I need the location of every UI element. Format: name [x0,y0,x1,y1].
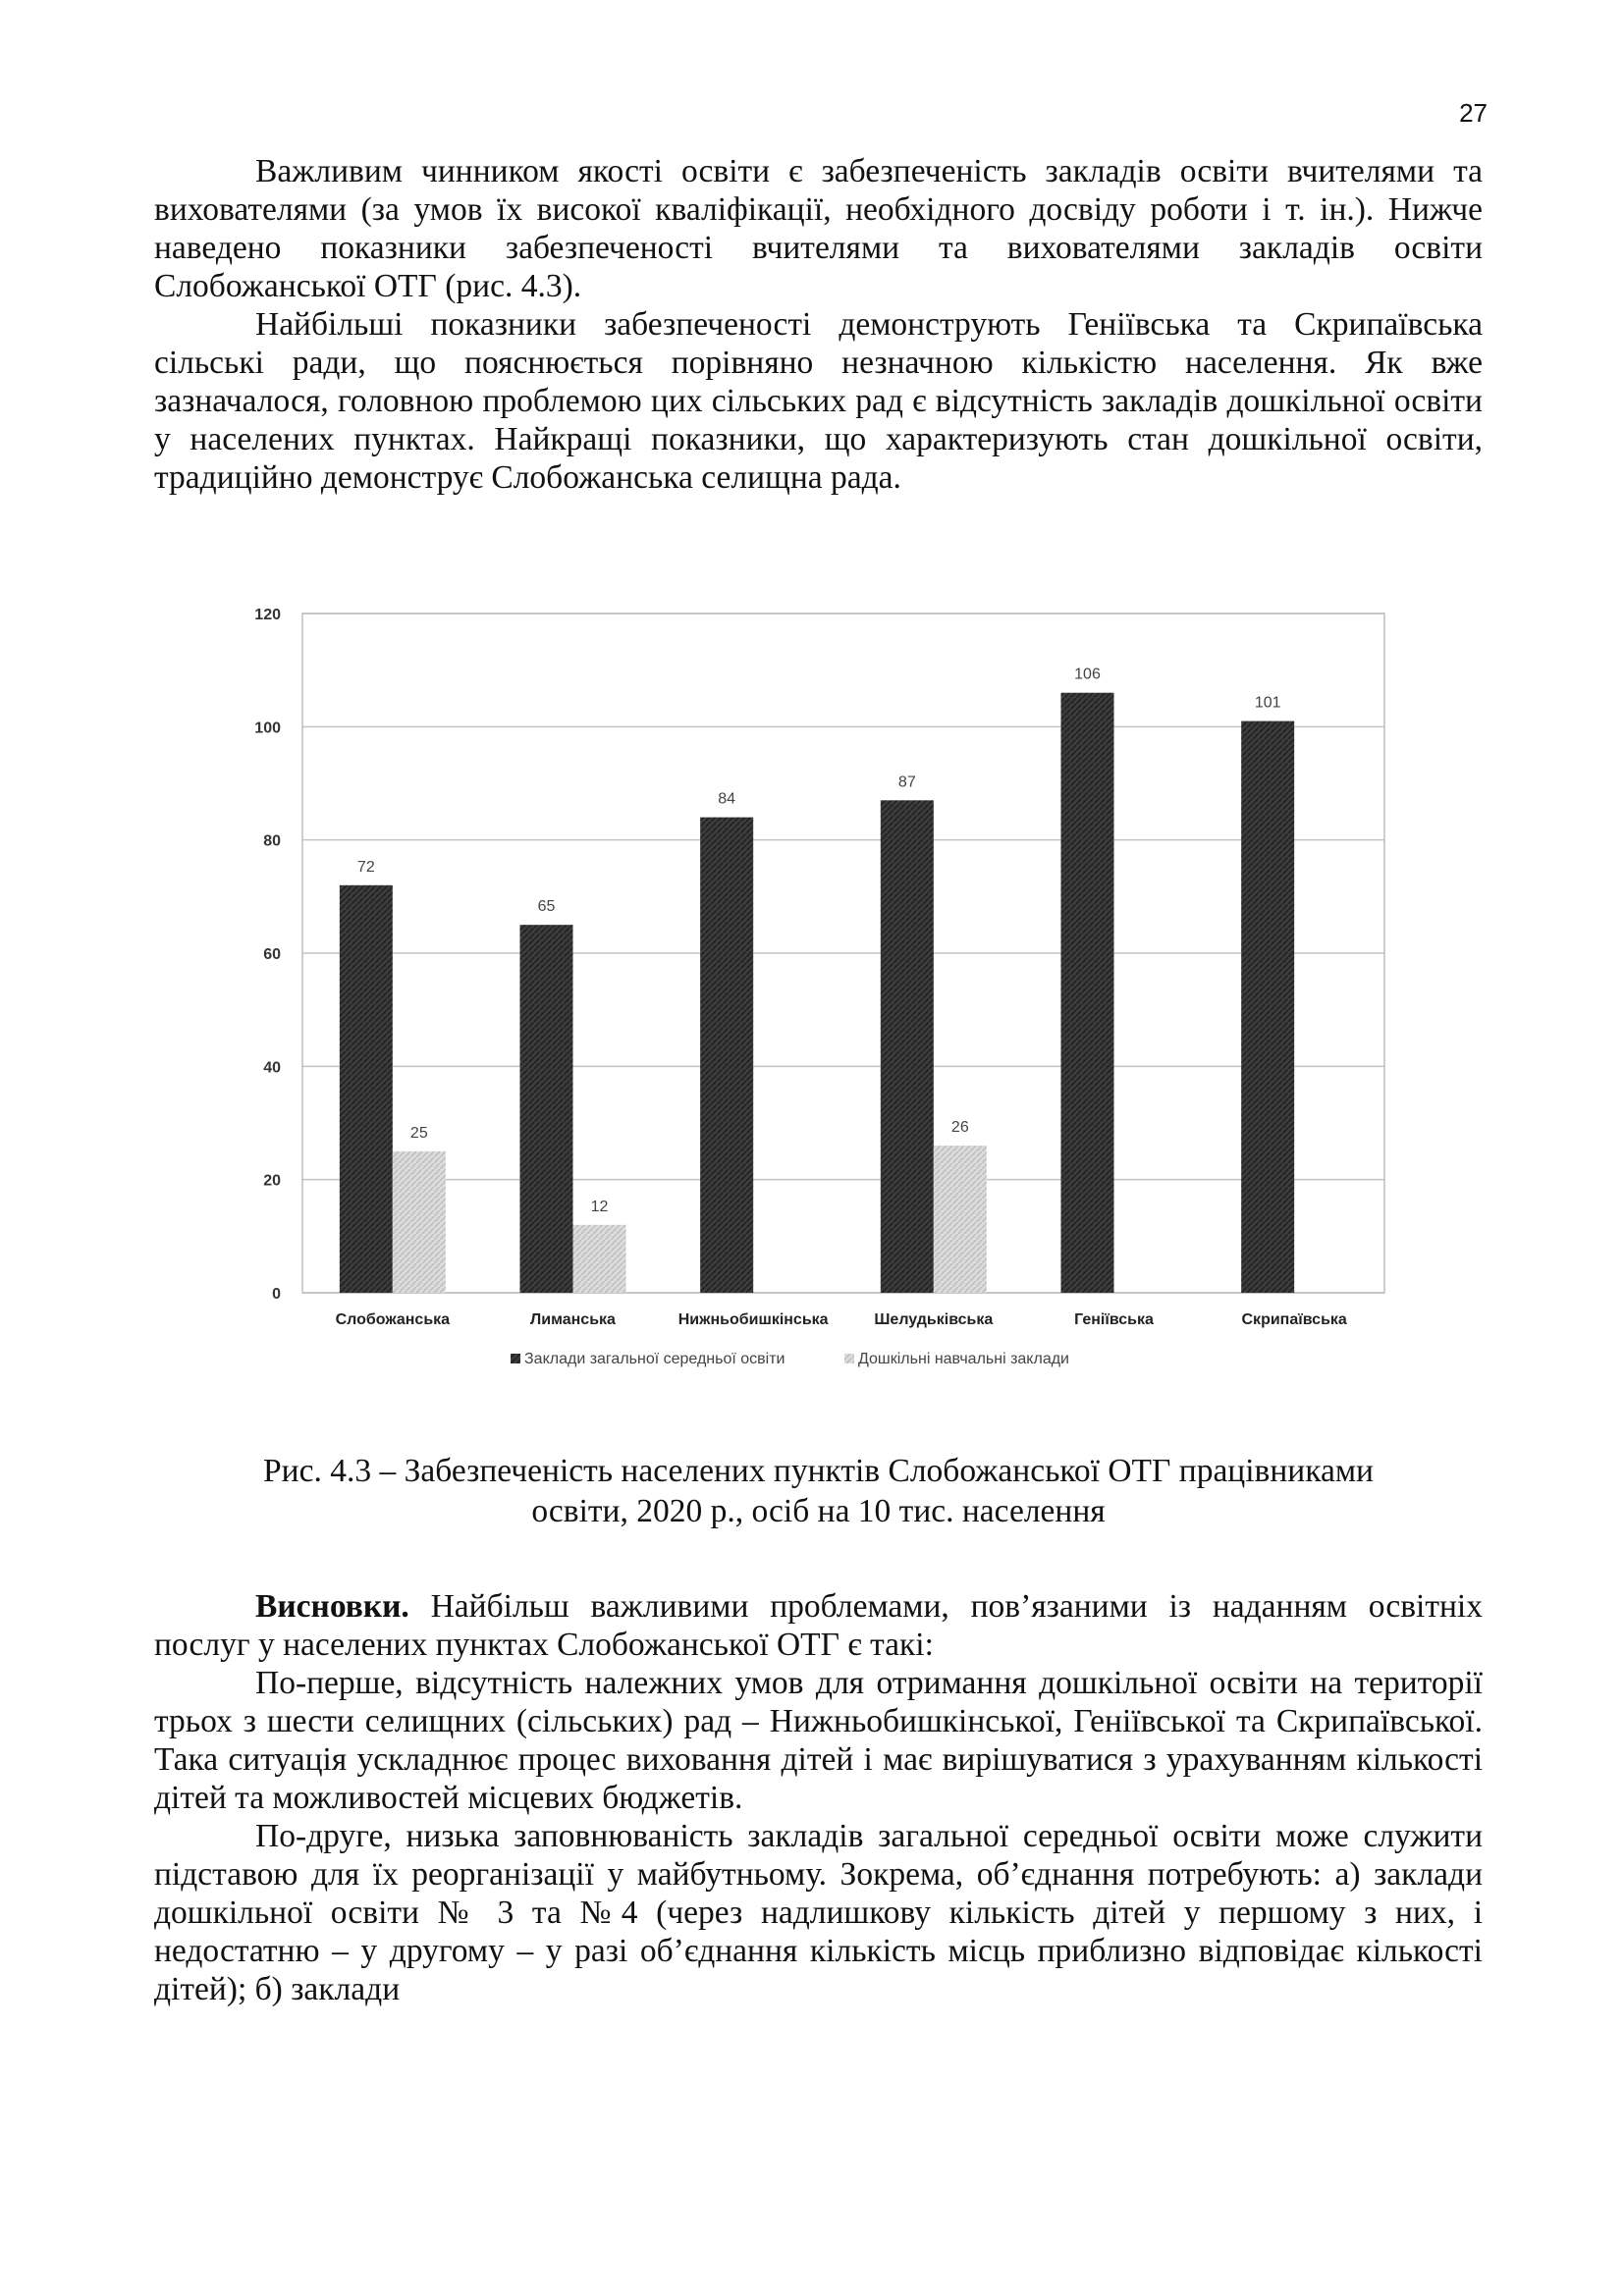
x-tick-label: Лиманська [530,1311,616,1328]
x-tick-label: Слобожанська [335,1311,451,1328]
data-label: 87 [897,774,916,791]
figure-caption [154,1451,1483,1531]
bar-general-schools [1241,721,1294,1293]
bar-general-schools [520,925,573,1293]
x-tick-label: Шелудьківська [874,1311,994,1328]
conclusions-heading: Висновки. [255,1588,409,1625]
paragraph: По-перше, відсутність належних умов для отримання дошкільної освіти на території трьох з шести селищних (сільських) рад – Нижньобишкінської, Геніївської та Скрипаївської. Така ситуація ускладнює процес виховання дітей і має вирішуватися з урахуванням кількості дітей та можливостей місцевих бюджетів. [154,1665,1483,1816]
y-tick-label: 40 [263,1059,281,1077]
y-tick-label: 0 [272,1286,281,1303]
data-label: 12 [590,1198,609,1215]
data-label: 26 [950,1119,969,1137]
page-number: 27 [1459,98,1488,128]
legend-swatch [511,1354,520,1363]
bar-general-schools [700,818,753,1293]
caption-line-1: Рис. 4.3 – Забезпеченість населених пунктів Слобожанської ОТГ працівниками [263,1453,1374,1489]
bar-general-schools [340,885,393,1293]
y-tick-label: 100 [254,720,281,737]
y-tick-label: 60 [263,946,281,963]
data-label: 72 [356,858,375,876]
chart-svg [157,604,1414,1389]
bar-chart [157,604,1414,1389]
bar-general-schools [881,800,934,1293]
conclusions-paragraph [154,1587,1483,1664]
conclusions-intro: Найбільш важливими проблемами, пов’язаними із наданням освітніх послуг у населених пунктах Слобожанської ОТГ є такі: [154,1588,1483,1663]
paragraph: По-друге, низька заповнюваність закладів загальної середньої освіти може служити підставою для їх реорганізації у майбутньому. Зокрема, об’єднання потребують: а) заклади дошкільної освіти № 3 та №4 (через надлишкову кількість дітей у першому з них, і недостатню – у другому – у разі об’єднання кількість місць приблизно відповідає кількості дітей); б) заклади [154,1818,1483,2007]
paragraph: Важливим чинником якості освіти є забезпеченість закладів освіти вчителями та вихователями (за умов їх високої кваліфікації, необхідного досвіду роботи і т. ін.). Нижче наведено показники забезпеченості вчителями та вихователями закладів освіти Слобожанської ОТГ (рис. 4.3). [154,153,1483,304]
paragraph: Найбільші показники забезпеченості демонструють Геніївська та Скрипаївська сільські ради, що пояснюється порівняно незначною кількістю населення. Як вже зазначалося, головною проблемою цих сільських рад є відсутність закладів дошкільної освіти у населених пунктах. Найкращі показники, що характеризують стан дошкільної освіти, традиційно демонструє Слобожанська селищна рада. [154,306,1483,496]
body-text-bottom [154,1587,1483,2008]
legend-label: Дошкільні навчальні заклади [858,1351,1069,1367]
y-tick-label: 120 [254,607,281,623]
bar-preschools [393,1151,446,1293]
body-text-top [154,152,1483,497]
y-tick-label: 20 [263,1172,281,1190]
data-label: 84 [718,790,736,808]
y-tick-label: 80 [263,832,281,850]
caption-line-2: освіти, 2020 р., осіб на 10 тис. населення [531,1493,1106,1529]
data-label: 106 [1074,666,1101,683]
legend-swatch [844,1354,854,1363]
x-tick-label: Геніївська [1074,1311,1154,1328]
bar-preschools [573,1225,626,1293]
legend-label: Заклади загальної середньої освіти [524,1351,785,1367]
bar-general-schools [1061,693,1114,1293]
x-tick-label: Нижньобишкінська [677,1311,829,1328]
data-label: 25 [409,1124,428,1142]
data-label: 101 [1254,694,1281,712]
data-label: 65 [537,898,556,916]
x-tick-label: Скрипаївська [1241,1311,1347,1328]
bar-preschools [934,1146,987,1293]
